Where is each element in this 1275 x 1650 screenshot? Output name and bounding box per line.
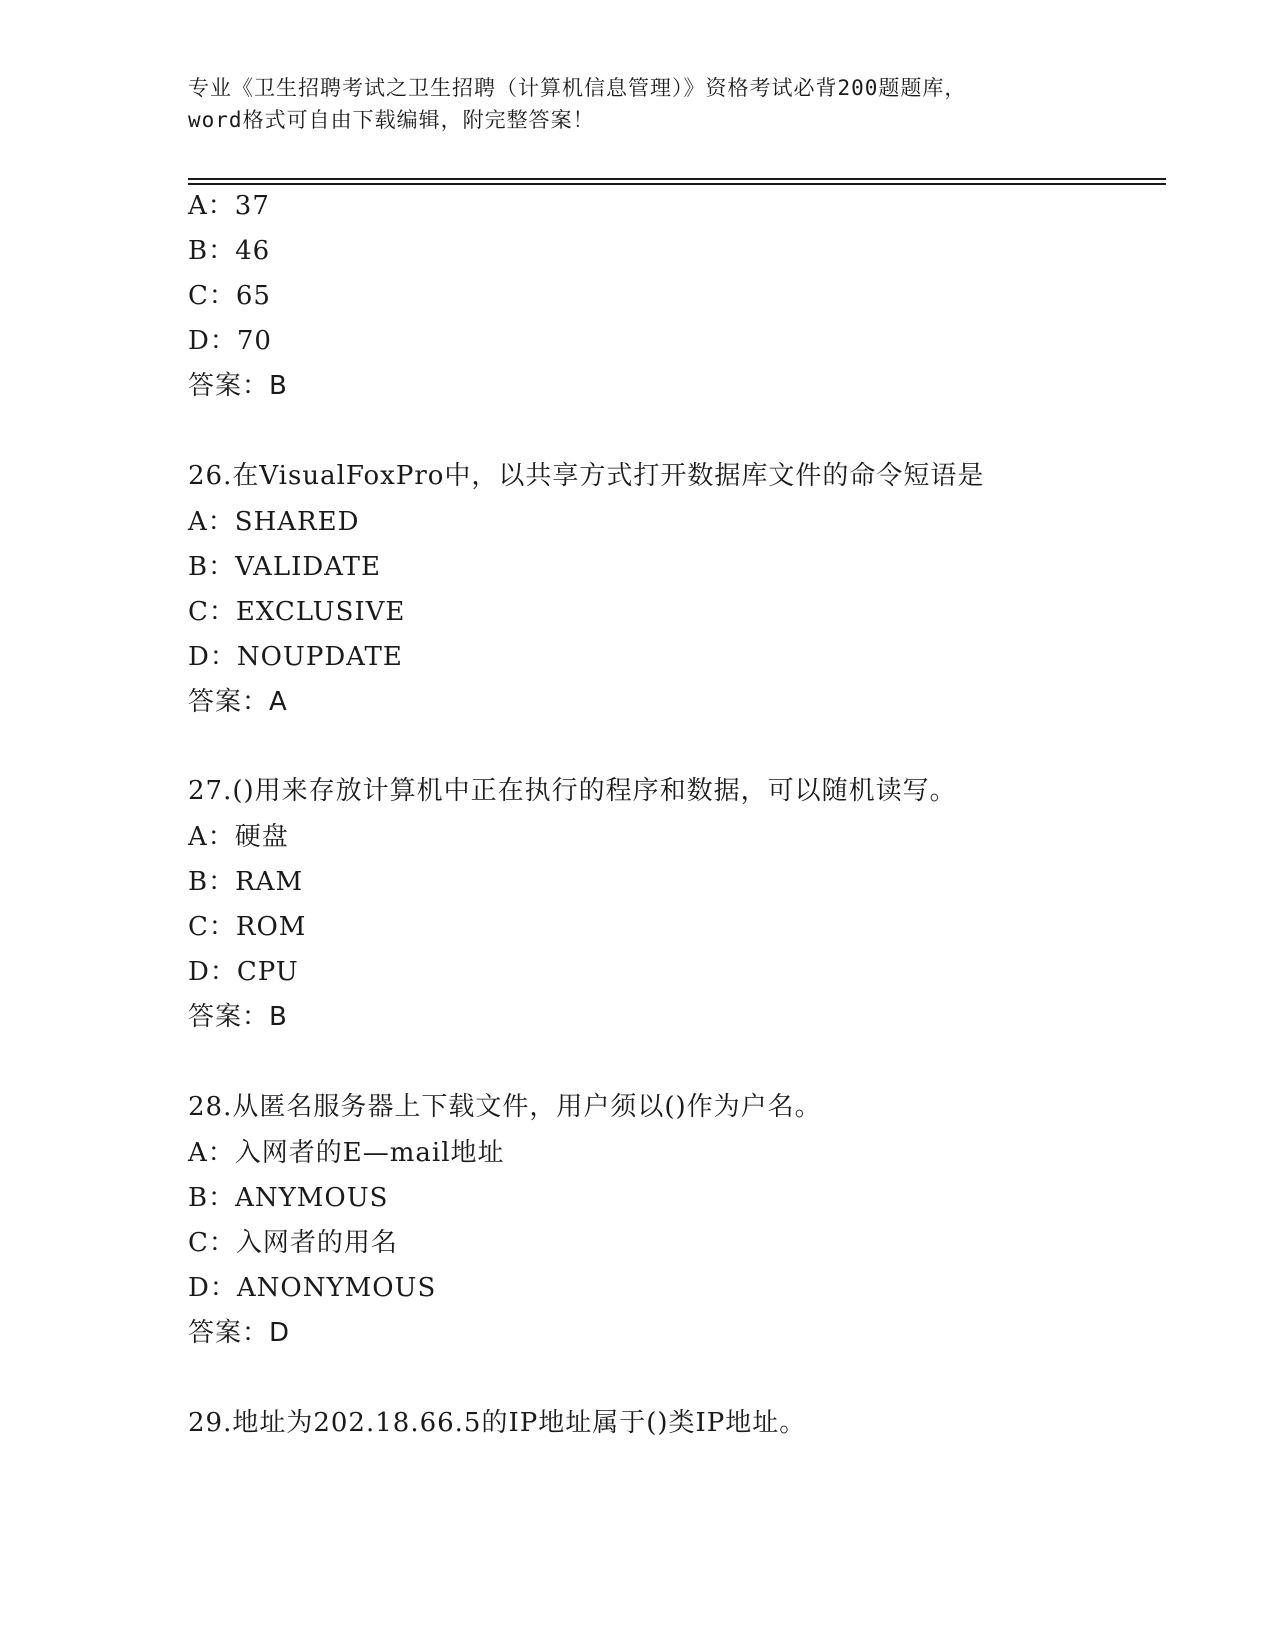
q26-option-d: D：NOUPDATE: [188, 642, 403, 672]
q28-option-c: C：入网者的用名: [188, 1228, 398, 1258]
q27-option-c: C：ROM: [188, 912, 307, 942]
q28-option-b: B：ANYMOUS: [188, 1183, 389, 1213]
q29-question: 29.地址为202.18.66.5的IP地址属于()类IP地址。: [188, 1408, 807, 1438]
q26-option-a: A：SHARED: [188, 507, 360, 537]
q25-answer: 答案：B: [188, 371, 288, 401]
q28-option-a: A：入网者的E—mail地址: [188, 1138, 505, 1168]
header-title-line-2: word格式可自由下载编辑，附完整答案！: [188, 108, 595, 132]
q28-option-d: D：ANONYMOUS: [188, 1273, 437, 1303]
q25-option-b: B：46: [188, 236, 271, 266]
header-divider-top: [188, 178, 1166, 180]
header-title-line-1: 专业《卫生招聘考试之卫生招聘（计算机信息管理）》资格考试必背200题题库，: [188, 76, 967, 100]
q26-option-b: B：VALIDATE: [188, 552, 381, 582]
q25-option-a: A：37: [188, 191, 270, 221]
document-header: [188, 72, 1088, 136]
q28-question: 28.从匿名服务器上下载文件，用户须以()作为户名。: [188, 1092, 822, 1122]
q26-question: 26.在VisualFoxPro中，以共享方式打开数据库文件的命令短语是: [188, 461, 985, 491]
header-divider-bottom: [188, 183, 1166, 185]
q27-question: 27.()用来存放计算机中正在执行的程序和数据，可以随机读写。: [188, 776, 957, 806]
q27-option-b: B：RAM: [188, 867, 304, 897]
q28-answer: 答案：D: [188, 1318, 291, 1348]
q26-answer: 答案：A: [188, 687, 288, 717]
q26-option-c: C：EXCLUSIVE: [188, 597, 406, 627]
q27-answer: 答案：B: [188, 1002, 288, 1032]
q25-option-d: D：70: [188, 326, 272, 356]
q27-option-a: A：硬盘: [188, 822, 289, 852]
q27-option-d: D：CPU: [188, 957, 299, 987]
q25-option-c: C：65: [188, 281, 271, 311]
